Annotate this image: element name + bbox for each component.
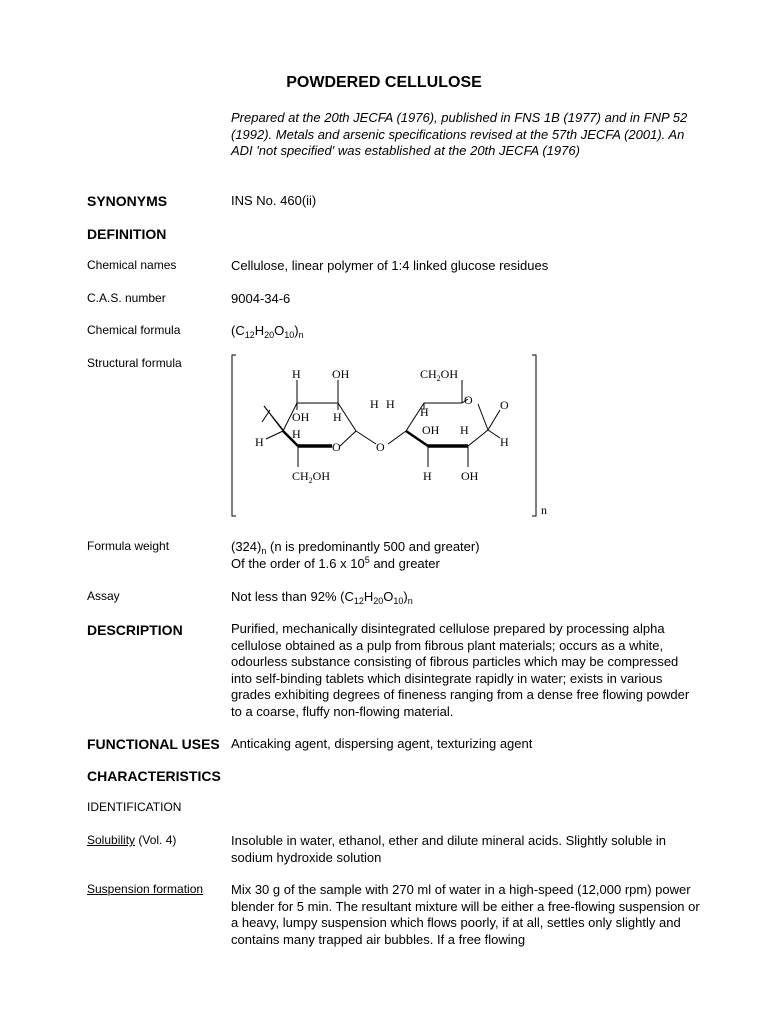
svg-text:H: H (292, 427, 301, 441)
description-value: Purified, mechanically disintegrated cellulose prepared by processing alpha cellulose obtained as a pulp from fibrous plant materials; occurs as a white, odourless substance consisting of fibrous particles which may be compressed into self-binding tablets which disintegrate rapidly in water; exists in various grades exhibiting degrees of fineness ranging from a dense free flowing powder to a coarse, fluffy non-flowing material. (231, 621, 690, 719)
svg-text:OH: OH (332, 367, 350, 381)
chemical-names-value: Cellulose, linear polymer of 1:4 linked glucose residues (231, 258, 549, 273)
svg-text:O: O (464, 393, 473, 407)
svg-text:H: H (370, 397, 379, 411)
cas-number-value: 9004-34-6 (231, 291, 291, 306)
suspension-formation-label: Suspension formation (87, 882, 204, 896)
functional-uses-heading: FUNCTIONAL USES (87, 736, 220, 752)
chemical-formula-label: Chemical formula (87, 323, 181, 337)
formula-weight-label: Formula weight (87, 539, 170, 553)
synonyms-value: INS No. 460(ii) (231, 193, 317, 208)
svg-text:H: H (460, 423, 469, 437)
svg-text:CH2OH: $CH_2OH$ (420, 367, 459, 383)
definition-heading: DEFINITION (87, 226, 167, 242)
svg-text:O: O (500, 398, 509, 412)
assay-value: Not less than 92% $(C_{12}H_{20}O_{10})_n$ (231, 589, 413, 606)
svg-text:CH2OH: $CH_2OH$ (292, 469, 331, 485)
suspension-formation-value: Mix 30 g of the sample with 270 ml of water in a high-speed (12,000 rpm) power blender for 5 min. The resultant mixture will be either a free-flowing suspension or a heavy, lumpy suspension which flows poorly, if at all, settles only slightly and contains many trapped air bubbles. If a free flowing (231, 882, 700, 947)
functional-uses-value: Anticaking agent, dispersing agent, texturizing agent (231, 736, 533, 751)
svg-text:n: n (541, 503, 547, 517)
svg-text:H: H (500, 435, 509, 449)
formula-weight-value: $(324)_n$ (n is predominantly 500 and greater) Of the order of 1.6 x $10^5$ and greater (231, 539, 480, 571)
page-title: POWDERED CELLULOSE (286, 74, 482, 91)
structural-formula-diagram (228, 352, 558, 522)
svg-text:O: O (332, 440, 341, 454)
identification-heading: IDENTIFICATION (87, 800, 182, 814)
preparation-note: Prepared at the 20th JECFA (1976), published in FNS 1B (1977) and in FNP 52 (1992). Metals and arsenic specifications revised at the 57th JECFA (2001). An ADI 'not specified' was established at the 20th JECFA (1976) (231, 110, 688, 158)
synonyms-heading: SYNONYMS (87, 193, 168, 209)
svg-text:OH: OH (422, 423, 440, 437)
svg-text:H: H (386, 397, 395, 411)
solubility-label: Solubility (Vol. 4) (87, 833, 177, 847)
description-heading: DESCRIPTION (87, 622, 183, 638)
svg-text:OH: OH (292, 410, 310, 424)
cas-number-label: C.A.S. number (87, 291, 166, 305)
svg-text:H: H (423, 469, 432, 483)
svg-text:H: H (255, 435, 264, 449)
structural-formula-label: Structural formula (87, 356, 182, 370)
chemical-formula-value: $(C_{12}H_{20}O_{10})_n$ (231, 323, 304, 340)
assay-label: Assay (87, 589, 120, 603)
svg-text:H: H (292, 367, 301, 381)
svg-text:H: H (420, 405, 429, 419)
svg-text:O: O (376, 440, 385, 454)
svg-text:OH: OH (461, 469, 479, 483)
solubility-value: Insoluble in water, ethanol, ether and dilute mineral acids. Slightly soluble in sodium hydroxide solution (231, 833, 667, 865)
svg-text:H: H (333, 410, 342, 424)
chemical-names-label: Chemical names (87, 258, 177, 272)
characteristics-heading: CHARACTERISTICS (87, 768, 221, 784)
